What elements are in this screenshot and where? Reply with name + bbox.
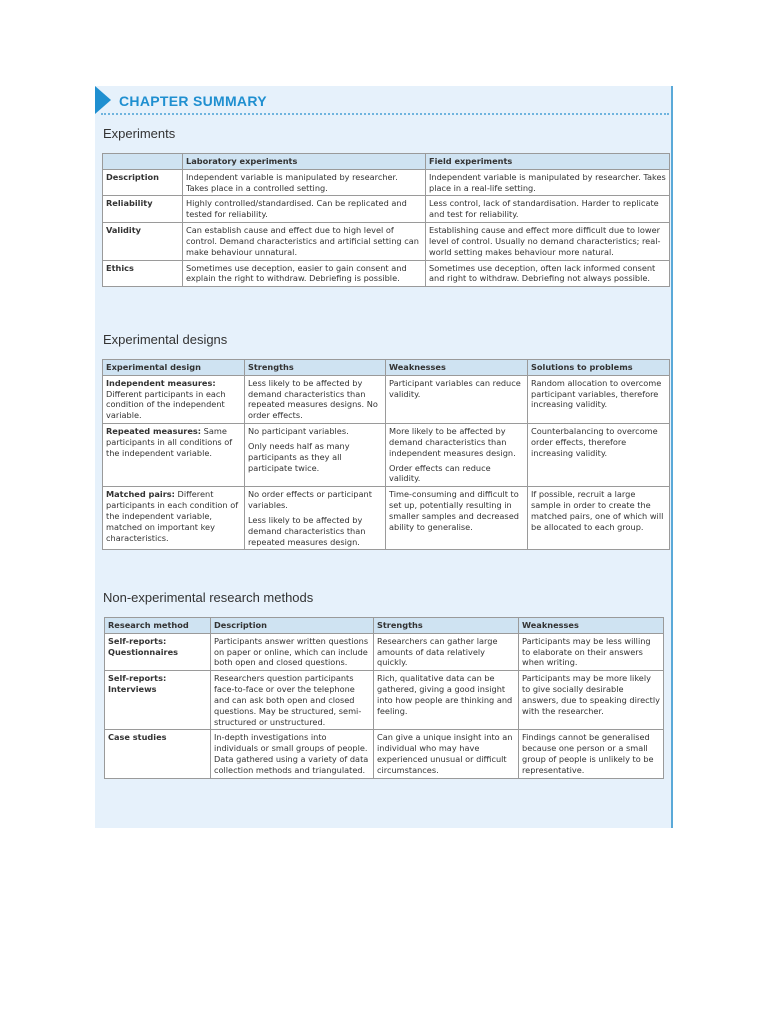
table-cell: Can establish cause and effect due to high level of control. Demand characteristics and artificial setting can make behaviour unnatural.	[183, 223, 426, 260]
column-header: Research method	[105, 618, 211, 634]
table-cell: If possible, recruit a large sample in order to create the matched pairs, one of which will be allocated to each group.	[528, 487, 670, 550]
row-label: Description	[103, 169, 183, 196]
table-cell: Rich, qualitative data can be gathered, giving a good insight into how people are thinking and feeling.	[374, 671, 519, 730]
table-row	[105, 671, 664, 730]
table-header-row	[105, 618, 664, 634]
table-row	[103, 169, 670, 196]
table-cell: Participants may be less willing to elaborate on their answers when writing.	[519, 633, 664, 670]
experiments-table	[102, 153, 670, 287]
table-row	[103, 223, 670, 260]
table-cell: Time-consuming and difficult to set up, potentially resulting in smaller samples and decreased ability to generalise.	[386, 487, 528, 550]
table-cell: Sometimes use deception, easier to gain consent and explain the right to withdraw. Debriefing is possible.	[183, 260, 426, 287]
table-cell: Establishing cause and effect more difficult due to lower level of control. Usually no demand characteristics; real-world setting makes behaviour more natural.	[426, 223, 670, 260]
table-cell: Less likely to be affected by demand characteristics than repeated measures designs. No order effects.	[245, 375, 386, 423]
table-cell: Independent variable is manipulated by researcher. Takes place in a real-life setting.	[426, 169, 670, 196]
column-header: Experimental design	[103, 360, 245, 376]
methods-heading: Non-experimental research methods	[103, 590, 314, 605]
row-label: Case studies	[105, 730, 211, 778]
row-label: Reliability	[103, 196, 183, 223]
column-header: Strengths	[245, 360, 386, 376]
table-cell: In-depth investigations into individuals or small groups of people. Data gathered using a variety of data collection methods and triangulated.	[211, 730, 374, 778]
column-header: Weaknesses	[519, 618, 664, 634]
table-cell: Researchers question participants face-to-face or over the telephone and can ask both open and closed questions. May be structured, semi-structured or unstructured.	[211, 671, 374, 730]
table-row	[105, 730, 664, 778]
strength-point: Only needs half as many participants as they all participate twice.	[248, 440, 350, 473]
column-header: Field experiments	[426, 154, 670, 170]
table-row	[103, 424, 670, 487]
table-cell: Participants may be more likely to give socially desirable answers, due to speaking directly with the researcher.	[519, 671, 664, 730]
column-header: Strengths	[374, 618, 519, 634]
design-description: Same participants in all conditions of the independent variable.	[106, 426, 233, 458]
table-cell: Highly controlled/standardised. Can be replicated and tested for reliability.	[183, 196, 426, 223]
design-cell	[103, 424, 245, 487]
table-cell: Sometimes use deception, often lack informed consent and right to withdraw. Debriefing not always possible.	[426, 260, 670, 287]
table-cell: Findings cannot be generalised because one person or a small group of people is unlikely to be representative.	[519, 730, 664, 778]
table-cell: Less control, lack of standardisation. Harder to replicate and test for reliability.	[426, 196, 670, 223]
experiments-heading: Experiments	[103, 126, 176, 141]
table-cell	[245, 487, 386, 550]
weakness-point: More likely to be affected by demand characteristics than independent measures design.	[389, 426, 516, 458]
table-cell	[245, 424, 386, 487]
table-cell: Participant variables can reduce validity.	[386, 375, 528, 423]
design-name: Repeated measures:	[106, 426, 202, 437]
row-label: Self-reports: Questionnaires	[105, 633, 211, 670]
table-header-row	[103, 360, 670, 376]
row-label: Self-reports: Interviews	[105, 671, 211, 730]
table-cell: Counterbalancing to overcome order effects, therefore increasing validity.	[528, 424, 670, 487]
table-header-row	[103, 154, 670, 170]
design-cell	[103, 375, 245, 423]
design-description: Different participants in each condition of the independent variable.	[106, 388, 226, 421]
table-row	[105, 633, 664, 670]
column-header: Weaknesses	[386, 360, 528, 376]
table-cell: Independent variable is manipulated by researcher. Takes place in a controlled setting.	[183, 169, 426, 196]
design-name: Matched pairs:	[106, 489, 175, 500]
table-row	[103, 196, 670, 223]
design-cell	[103, 487, 245, 550]
design-description: Different participants in each condition of the independent variable, matched on important key characteristics.	[106, 489, 239, 543]
table-row	[103, 260, 670, 287]
methods-table	[104, 617, 664, 779]
weakness-point: Order effects can reduce validity.	[389, 462, 491, 484]
strength-point: Less likely to be affected by demand characteristics than repeated measures design.	[248, 514, 366, 547]
chapter-arrow-icon	[95, 86, 111, 114]
table-cell: Can give a unique insight into an individual who may have experienced unusual or difficult circumstances.	[374, 730, 519, 778]
dotted-divider	[101, 113, 669, 115]
column-header: Laboratory experiments	[183, 154, 426, 170]
row-label: Ethics	[103, 260, 183, 287]
strength-point: No order effects or participant variables.	[248, 489, 372, 511]
table-cell	[386, 424, 528, 487]
table-cell: Random allocation to overcome participant variables, therefore increasing validity.	[528, 375, 670, 423]
column-header: Solutions to problems	[528, 360, 670, 376]
column-header	[103, 154, 183, 170]
designs-table	[102, 359, 670, 550]
table-row	[103, 375, 670, 423]
table-row	[103, 487, 670, 550]
designs-heading: Experimental designs	[103, 332, 228, 347]
strength-point: No participant variables.	[248, 426, 349, 437]
chapter-title: CHAPTER SUMMARY	[119, 93, 267, 109]
design-name: Independent measures:	[106, 377, 216, 388]
table-cell: Researchers can gather large amounts of data relatively quickly.	[374, 633, 519, 670]
row-label: Validity	[103, 223, 183, 260]
table-cell: Participants answer written questions on paper or online, which can include both open and closed questions.	[211, 633, 374, 670]
column-header: Description	[211, 618, 374, 634]
